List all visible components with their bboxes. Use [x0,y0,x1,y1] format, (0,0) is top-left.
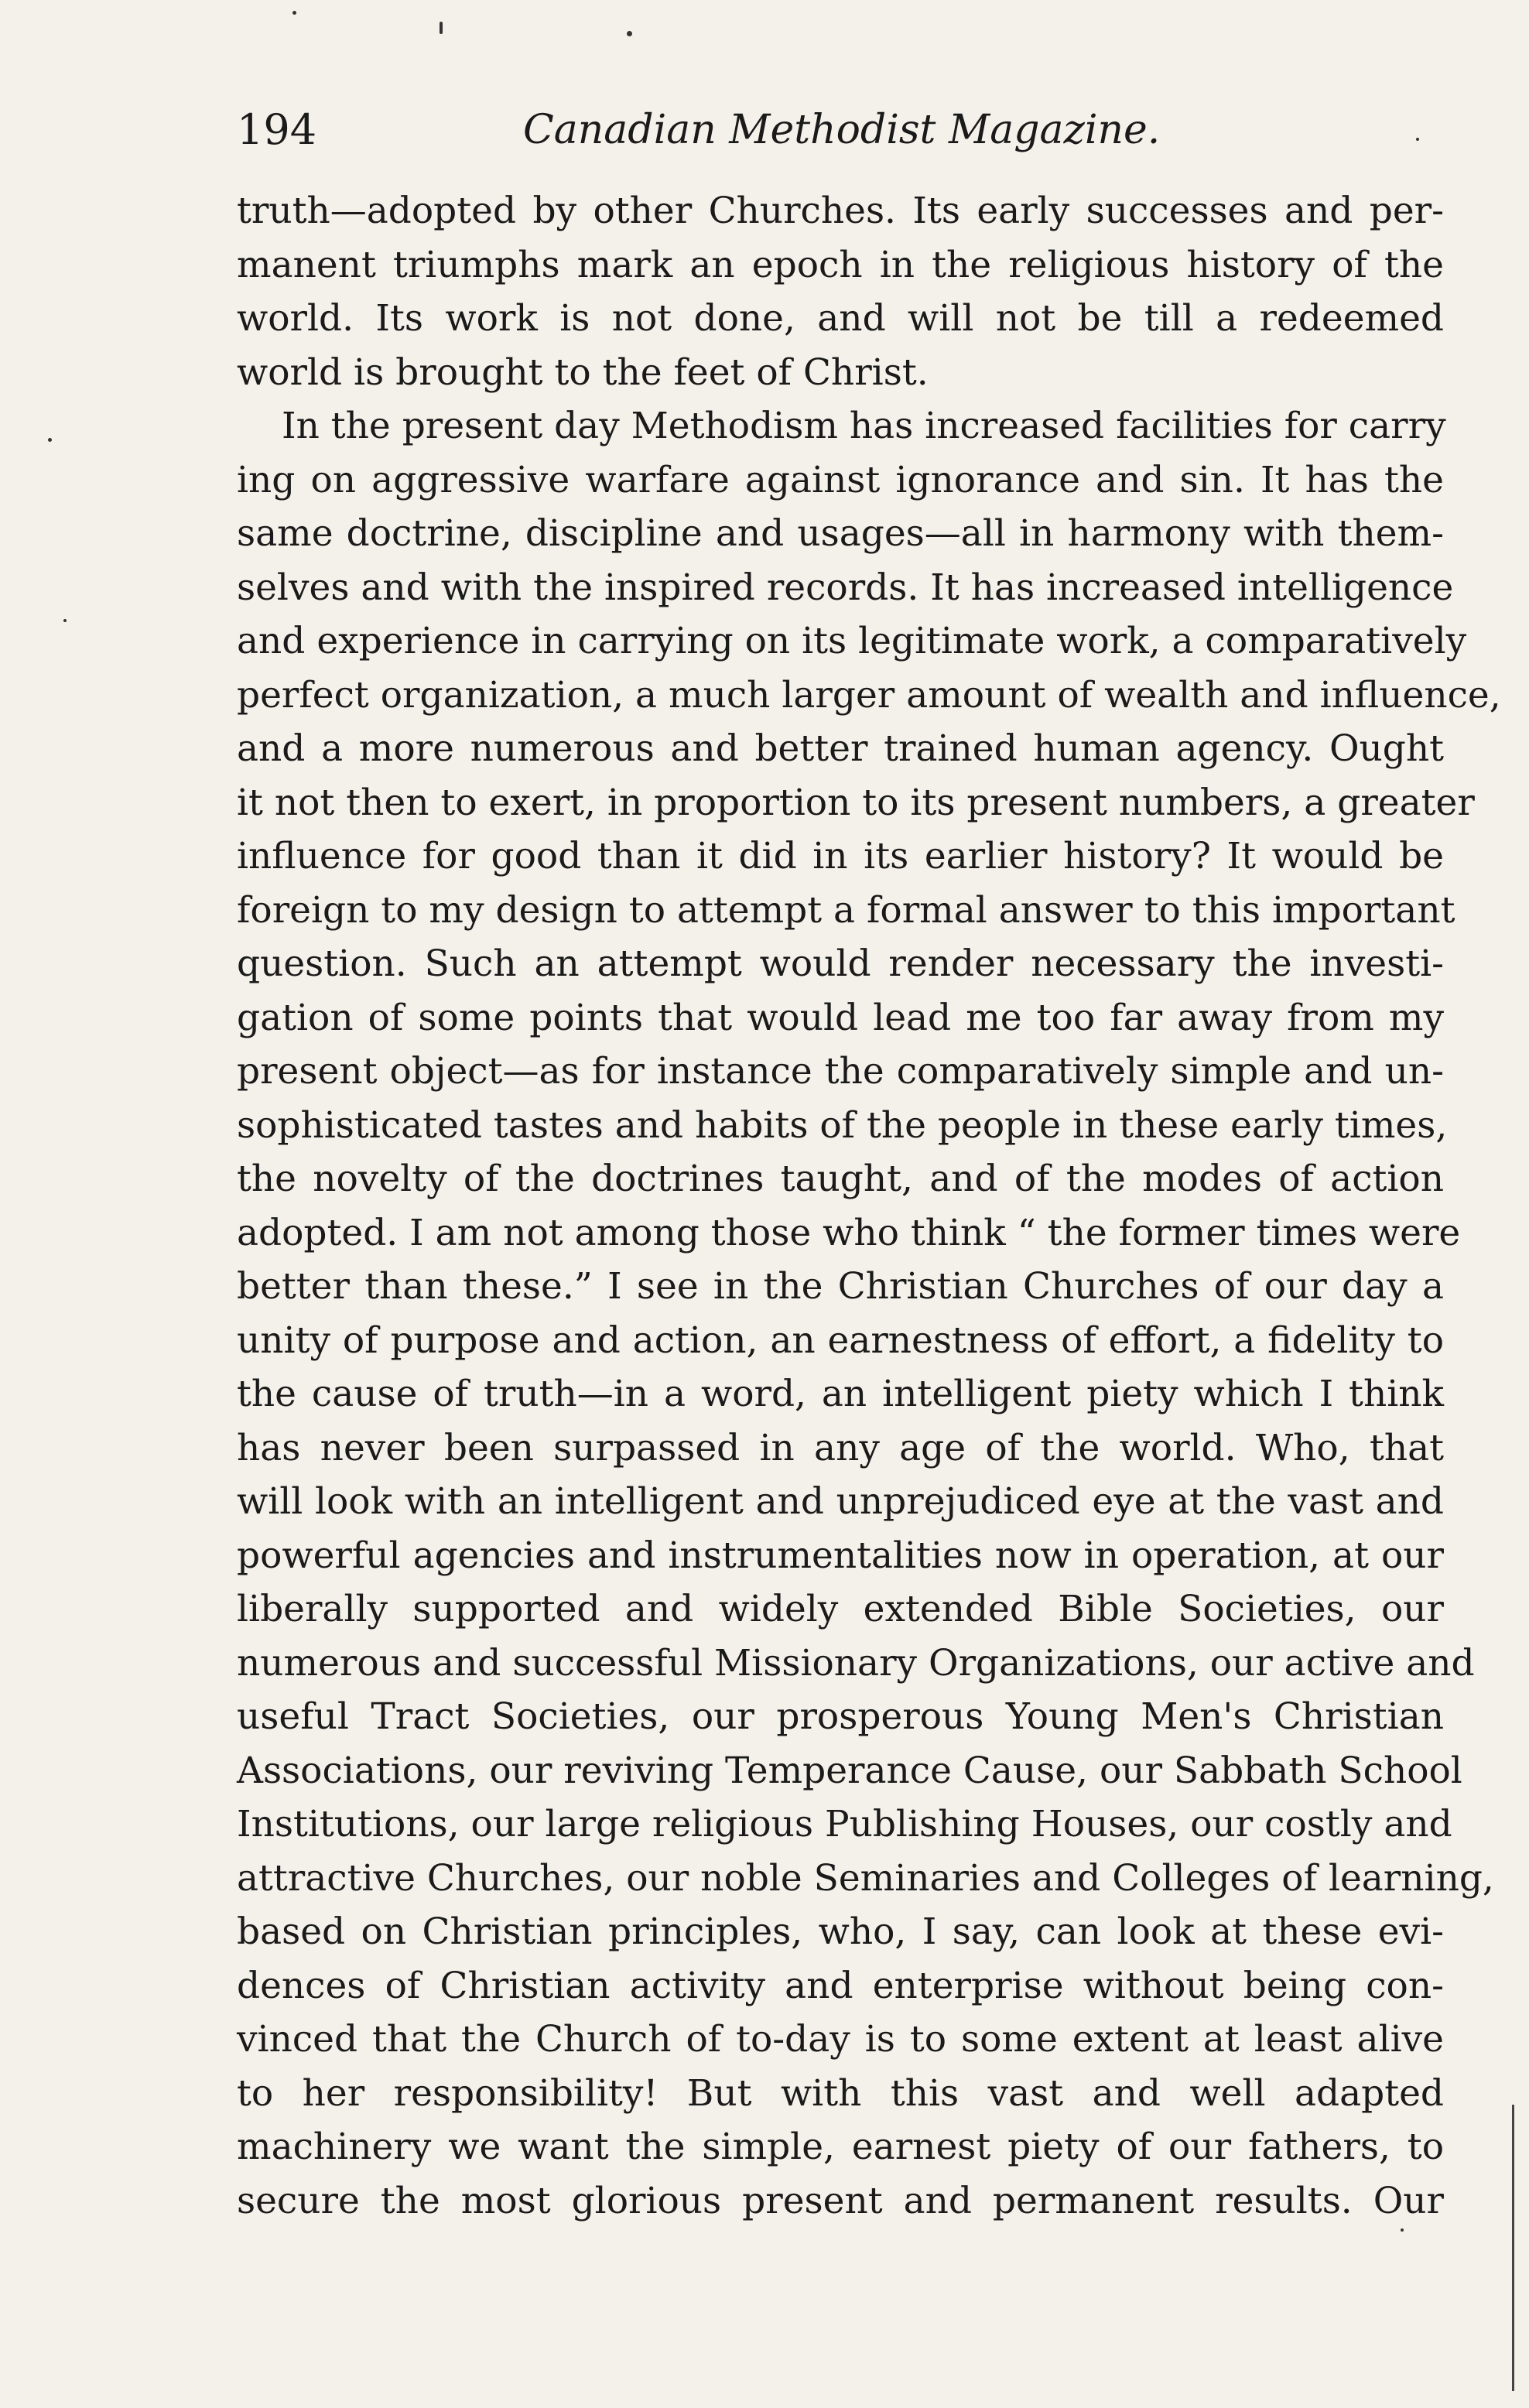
text-line: Institutions, our large religious Publishing Houses, our costly and [237,1803,1452,1845]
text-line: it not then to exert, in proportion to its present numbers, a greater [237,781,1475,824]
text-line: liberally supported and widely extended Bible Societies, our [237,1588,1444,1630]
text-line: unity of purpose and action, an earnestness of effort, a fidelity to [237,1319,1444,1362]
page-header [237,99,1444,161]
text-line: vinced that the Church of to-day is to some extent at least alive [237,2018,1444,2061]
running-title: Canadian Methodist Magazine. [523,107,1161,153]
scan-speck [1401,2228,1404,2232]
scan-speck [440,22,443,34]
text-line: truth—adopted by other Churches. Its early successes and per- [237,190,1444,232]
scan-speck [627,31,632,36]
text-line: gation of some points that would lead me too far away from my [237,996,1444,1039]
text-line: question. Such an attempt would render necessary the investi- [237,942,1444,985]
text-line: attractive Churches, our noble Seminaries and Colleges of learning, [237,1856,1494,1900]
text-line: Associations, our reviving Temperance Cause, our Sabbath School [237,1749,1462,1792]
text-line: same doctrine, discipline and usages—all in harmony with them- [237,512,1444,555]
text-line: secure the most glorious present and permanent results. Our [237,2179,1444,2222]
scan-speck [48,438,52,442]
text-line: to her responsibility! But with this vast and well adapted [237,2071,1444,2115]
text-line: better than these.” I see in the Christian Churches of our day a [237,1265,1444,1308]
scan-speck [63,619,67,622]
text-line: and experience in carrying on its legitimate work, a comparatively [237,620,1467,662]
page-edge-line [1512,2105,1514,2391]
text-line: influence for good than it did in its earlier history? It would be [237,835,1444,877]
text-line: and a more numerous and better trained human agency. Ought [237,727,1444,770]
scan-speck [292,11,296,15]
text-line: adopted. I am not among those who think “ the former times were [237,1211,1461,1254]
text-line: perfect organization, a much larger amount of wealth and influence, [237,673,1501,717]
text-line: the cause of truth—in a word, an intelligent piety which I think [237,1373,1444,1415]
body-text [237,184,1501,2228]
text-line: based on Christian principles, who, I say, can look at these evi- [237,1910,1444,1953]
text-line: has never been surpassed in any age of the world. Who, that [237,1426,1444,1469]
text-line: selves and with the inspired records. It has increased intelligence [237,566,1454,609]
text-line: world. Its work is not done, and will not be till a redeemed [237,297,1444,340]
text-line: numerous and successful Missionary Organizations, our active and [237,1641,1475,1685]
text-line: ing on aggressive warfare against ignorance and sin. It has the [237,458,1444,501]
text-line: useful Tract Societies, our prosperous Young Men's Christian [237,1695,1444,1738]
text-line: the novelty of the doctrines taught, and of the modes of action [237,1158,1444,1200]
text-line: machinery we want the simple, earnest piety of our fathers, to [237,2126,1444,2168]
scan-speck [1416,138,1419,141]
text-line: dences of Christian activity and enterprise without being con- [237,1964,1444,2007]
text-line: will look with an intelligent and unprejudiced eye at the vast and [237,1480,1444,1523]
text-line: sophisticated tastes and habits of the people in these early times, [237,1103,1448,1147]
text-line: world is brought to the feet of Christ. [237,351,929,394]
text-line: present object—as for instance the comparatively simple and un- [237,1050,1444,1093]
text-line: In the present day Methodism has increased facilities for carry [282,405,1446,447]
text-line: foreign to my design to attempt a formal answer to this important [237,888,1455,932]
page-number: 194 [237,105,317,154]
text-line: powerful agencies and instrumentalities now in operation, at our [237,1534,1444,1577]
text-line: manent triumphs mark an epoch in the religious history of the [237,243,1444,286]
